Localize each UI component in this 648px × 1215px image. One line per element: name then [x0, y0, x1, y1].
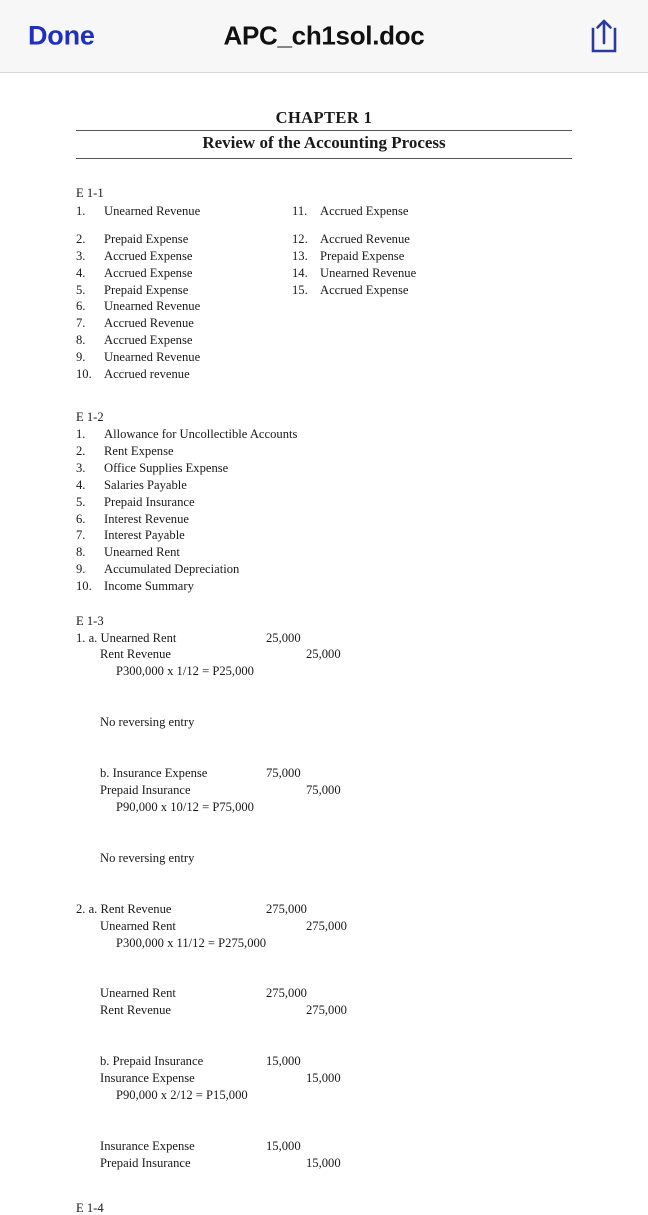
list-item-label: Unearned Revenue — [104, 299, 201, 314]
list-item — [76, 250, 306, 267]
journal-credit-line — [76, 1157, 572, 1174]
list-item-label: Accrued Expense — [104, 265, 193, 280]
list-item — [292, 284, 552, 301]
list-item-number: 9. — [76, 562, 86, 577]
list-item — [76, 233, 306, 250]
list-item — [292, 267, 552, 284]
exercise-label-e1-2: E 1-2 — [76, 409, 104, 424]
exercise-e1-1 — [76, 187, 572, 393]
list-item-label: Accrued Revenue — [104, 316, 194, 331]
heading-rule-bottom — [76, 158, 572, 159]
credit-account: Rent Revenue — [100, 1003, 171, 1018]
list-item-label: Office Supplies Expense — [104, 460, 229, 475]
e1-1-right-column — [292, 205, 552, 301]
list-item — [292, 233, 552, 250]
list-item — [76, 479, 572, 496]
journal-debit-line — [76, 903, 572, 920]
list-item — [76, 300, 306, 317]
list-item-label: Accrued Expense — [320, 282, 409, 297]
list-item-number: 8. — [76, 545, 86, 560]
exercise-label-e1-3: E 1-3 — [76, 614, 104, 628]
list-item-number: 6. — [76, 299, 86, 314]
document-title: APC_ch1sol.doc — [223, 20, 425, 51]
journal-credit-line — [76, 920, 572, 937]
journal-entry — [76, 903, 572, 954]
list-item — [292, 205, 552, 222]
list-item-number: 4. — [76, 265, 86, 280]
list-item — [76, 462, 572, 479]
exercise-label-e1-4: E 1-4 — [76, 1200, 104, 1215]
list-item-label: Prepaid Expense — [104, 282, 189, 297]
journal-computation-line — [76, 665, 572, 682]
share-up-arrow-icon — [584, 14, 624, 58]
debit-account: 2. a. Rent Revenue — [76, 901, 172, 916]
list-item-label: Income Summary — [104, 579, 194, 594]
exercise-label-e1-1: E 1-1 — [76, 185, 104, 200]
credit-account: Rent Revenue — [100, 647, 171, 662]
list-item-number: 15. — [292, 282, 308, 297]
list-item-number: 8. — [76, 333, 86, 348]
journal-credit-line — [76, 784, 572, 801]
list-item-number: 1. — [76, 203, 86, 218]
list-item-label: Accrued revenue — [104, 366, 190, 381]
computation-text: P300,000 x 1/12 = P25,000 — [116, 664, 254, 679]
list-item-label: Accrued Revenue — [320, 232, 410, 247]
list-item-label: Allowance for Uncollectible Accounts — [104, 427, 298, 442]
credit-account: Unearned Rent — [100, 918, 176, 933]
list-item-number: 10. — [76, 366, 92, 381]
credit-account: Insurance Expense — [100, 1071, 195, 1086]
journal-entry — [76, 1140, 572, 1174]
journal-debit-line — [76, 767, 572, 784]
list-item-number: 3. — [76, 460, 86, 475]
journal-entry — [76, 987, 572, 1021]
list-item-label: Rent Expense — [104, 443, 174, 458]
credit-amount: 75,000 — [306, 783, 341, 798]
journal-computation-line — [76, 937, 572, 954]
list-item — [76, 317, 306, 334]
list-item — [76, 428, 572, 445]
journal-entry — [76, 632, 572, 734]
list-item-number: 14. — [292, 265, 308, 280]
list-item — [76, 368, 306, 385]
list-item — [76, 445, 572, 462]
list-item-label: Unearned Revenue — [104, 203, 201, 218]
list-item-label: Interest Revenue — [104, 511, 189, 526]
list-item — [76, 351, 306, 368]
list-item-label: Accrued Expense — [104, 333, 193, 348]
list-item-number: 5. — [76, 494, 86, 509]
done-button[interactable]: Done — [28, 20, 95, 51]
credit-account: Prepaid Insurance — [100, 1155, 191, 1170]
list-item-number: 13. — [292, 249, 308, 264]
journal-entry — [76, 767, 572, 869]
list-item-number: 2. — [76, 443, 86, 458]
list-item-number: 10. — [76, 579, 92, 594]
debit-amount: 75,000 — [266, 766, 301, 781]
journal-debit-line — [76, 632, 572, 649]
list-item — [76, 496, 572, 513]
credit-amount: 275,000 — [306, 918, 347, 933]
debit-amount: 25,000 — [266, 630, 301, 645]
list-item — [76, 546, 572, 563]
list-item-number: 12. — [292, 232, 308, 247]
computation-text: P90,000 x 10/12 = P75,000 — [116, 799, 254, 814]
list-item-label: Interest Payable — [104, 528, 185, 543]
journal-debit-line — [76, 987, 572, 1004]
debit-amount: 15,000 — [266, 1054, 301, 1069]
list-item-number: 7. — [76, 528, 86, 543]
document-page[interactable] — [0, 73, 648, 1215]
list-item-number: 5. — [76, 282, 86, 297]
share-button[interactable] — [584, 14, 624, 58]
list-item — [76, 580, 572, 597]
list-item — [76, 334, 306, 351]
list-item — [76, 205, 306, 222]
document-viewer-toolbar — [0, 0, 648, 73]
list-item-label: Salaries Payable — [104, 477, 187, 492]
credit-amount: 25,000 — [306, 647, 341, 662]
list-item-label: Unearned Revenue — [320, 265, 417, 280]
credit-amount: 15,000 — [306, 1071, 341, 1086]
debit-account: Insurance Expense — [100, 1138, 195, 1153]
credit-amount: 275,000 — [306, 1003, 347, 1018]
journal-credit-line — [76, 1072, 572, 1089]
debit-amount: 275,000 — [266, 986, 307, 1001]
debit-amount: 15,000 — [266, 1138, 301, 1153]
list-item — [76, 563, 572, 580]
list-item-number: 1. — [76, 427, 86, 442]
list-item-label: Accrued Expense — [320, 203, 409, 218]
journal-debit-line — [76, 1055, 572, 1072]
journal-credit-line — [76, 1004, 572, 1021]
journal-entry — [76, 1055, 572, 1106]
list-item — [76, 284, 306, 301]
chapter-subtitle: Review of the Accounting Process — [202, 132, 446, 152]
list-item — [76, 267, 306, 284]
computation-text: P300,000 x 11/12 = P275,000 — [116, 935, 267, 950]
list-item — [76, 513, 572, 530]
list-item — [76, 529, 572, 546]
list-item-label: Prepaid Expense — [104, 232, 189, 247]
list-item-label: Prepaid Insurance — [104, 494, 195, 509]
e1-1-left-column — [76, 205, 306, 385]
journal-debit-line — [76, 1140, 572, 1157]
debit-account: b. Insurance Expense — [100, 766, 208, 781]
list-item-number: 2. — [76, 232, 86, 247]
journal-credit-line — [76, 648, 572, 665]
journal-note: No reversing entry — [100, 850, 195, 865]
computation-text: P90,000 x 2/12 = P15,000 — [116, 1087, 248, 1102]
journal-computation-line — [76, 1089, 572, 1106]
list-item-label: Unearned Rent — [104, 545, 180, 560]
list-item-number: 11. — [292, 203, 308, 218]
list-item-number: 9. — [76, 349, 86, 364]
list-item-label: Prepaid Expense — [320, 249, 405, 264]
list-item-label: Accrued Expense — [104, 249, 193, 264]
journal-computation-line — [76, 801, 572, 818]
exercise-e1-2 — [76, 411, 572, 598]
exercise-e1-4 — [76, 1202, 572, 1215]
debit-account: Unearned Rent — [100, 986, 176, 1001]
document-heading — [76, 109, 572, 159]
list-item-number: 4. — [76, 477, 86, 492]
list-item — [292, 250, 552, 267]
list-item-number: 6. — [76, 511, 86, 526]
list-item-label: Accumulated Depreciation — [104, 562, 240, 577]
journal-note: No reversing entry — [100, 715, 195, 730]
list-item-number: 7. — [76, 316, 86, 331]
debit-account: 1. a. Unearned Rent — [76, 630, 177, 645]
credit-account: Prepaid Insurance — [100, 783, 191, 798]
list-item-number: 3. — [76, 249, 86, 264]
debit-account: b. Prepaid Insurance — [100, 1054, 204, 1069]
credit-amount: 15,000 — [306, 1155, 341, 1170]
debit-amount: 275,000 — [266, 901, 307, 916]
list-item-label: Unearned Revenue — [104, 349, 201, 364]
exercise-e1-3 — [76, 615, 572, 1174]
chapter-label: CHAPTER 1 — [275, 108, 373, 127]
e1-1-columns — [76, 205, 572, 393]
